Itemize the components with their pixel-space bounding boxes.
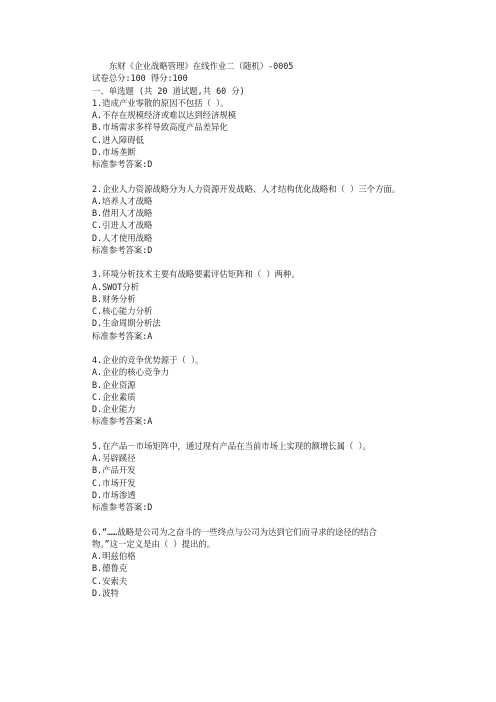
question-5 bbox=[92, 440, 452, 514]
option-a: A.不存在规模经济或难以达到经济规模 bbox=[92, 110, 237, 120]
question-stem: 1.造成产业零散的原因不包括（ ）。 bbox=[92, 97, 229, 108]
option-c: C.安索夫 bbox=[92, 575, 128, 586]
question-stem: 5.在产品－市场矩阵中，通过现有产品在当前市场上实现的额增长属（ ）。 bbox=[92, 440, 371, 451]
option-c: C.企业素质 bbox=[92, 391, 136, 402]
answer-line: 标准参考答案:D bbox=[92, 244, 153, 255]
question-stem: 3.环境分析技术主要有战略要素评估矩阵和（ ）两种。 bbox=[92, 269, 300, 280]
question-3 bbox=[92, 268, 452, 342]
option-b: B.财务分析 bbox=[92, 293, 136, 304]
option-b: B.德鲁克 bbox=[92, 563, 128, 574]
score-line: 试卷总分:100 得分:100 bbox=[92, 73, 188, 84]
question-stem-continued: 物。”这一定义是由（ ）提出的。 bbox=[92, 538, 216, 549]
question-2 bbox=[92, 183, 452, 257]
question-stem: 4.企业的竞争优势源于（ ）。 bbox=[92, 355, 204, 365]
option-d: D.生命周期分析法 bbox=[92, 318, 161, 329]
question-stem: 2.企业人力资源战略分为人力资源开发战略、人才结构优化战略和（ ）三个方面。 bbox=[92, 183, 401, 194]
option-a: A.另辟蹊径 bbox=[92, 453, 136, 463]
option-b: B.产品开发 bbox=[92, 465, 136, 476]
option-d: D.波特 bbox=[92, 587, 119, 598]
section-heading: 一、单选题 (共 20 道试题,共 60 分) bbox=[92, 85, 245, 96]
question-stem: 6.“……战略是公司为之奋斗的一些终点与公司为达到它们而寻求的途径的结合 bbox=[92, 526, 377, 537]
option-c: C.进入障碍低 bbox=[92, 134, 144, 145]
answer-line: 标准参考答案:A bbox=[92, 330, 153, 341]
answer-line: 标准参考答案:D bbox=[92, 159, 153, 169]
option-a: A.明兹伯格 bbox=[92, 551, 136, 561]
answer-line: 标准参考答案:A bbox=[92, 416, 153, 427]
option-c: C.核心能力分析 bbox=[92, 306, 153, 316]
option-c: C.市场开发 bbox=[92, 477, 136, 488]
exam-title: 东财《企业战略管理》在线作业二（随机）-0005 bbox=[109, 61, 294, 71]
option-d: D.人才使用战略 bbox=[92, 232, 153, 243]
option-c: C.引进人才战略 bbox=[92, 220, 153, 231]
option-a: A.培养人才战略 bbox=[92, 195, 153, 206]
option-d: D.市场渗透 bbox=[92, 489, 136, 500]
question-4 bbox=[92, 354, 452, 428]
question-6 bbox=[92, 526, 452, 600]
option-b: B.市场需求多样导致高度产品差异化 bbox=[92, 122, 228, 133]
option-a: A.企业的核心竞争力 bbox=[92, 367, 170, 378]
option-d: D.企业能力 bbox=[92, 404, 136, 414]
answer-line: 标准参考答案:D bbox=[92, 502, 153, 512]
question-1 bbox=[92, 97, 452, 171]
exam-document bbox=[92, 60, 452, 599]
option-b: B.企业资源 bbox=[92, 379, 136, 390]
option-a: A.SWOT分析 bbox=[92, 281, 140, 292]
option-b: B.借用人才战略 bbox=[92, 208, 153, 218]
option-d: D.市场垄断 bbox=[92, 146, 136, 157]
